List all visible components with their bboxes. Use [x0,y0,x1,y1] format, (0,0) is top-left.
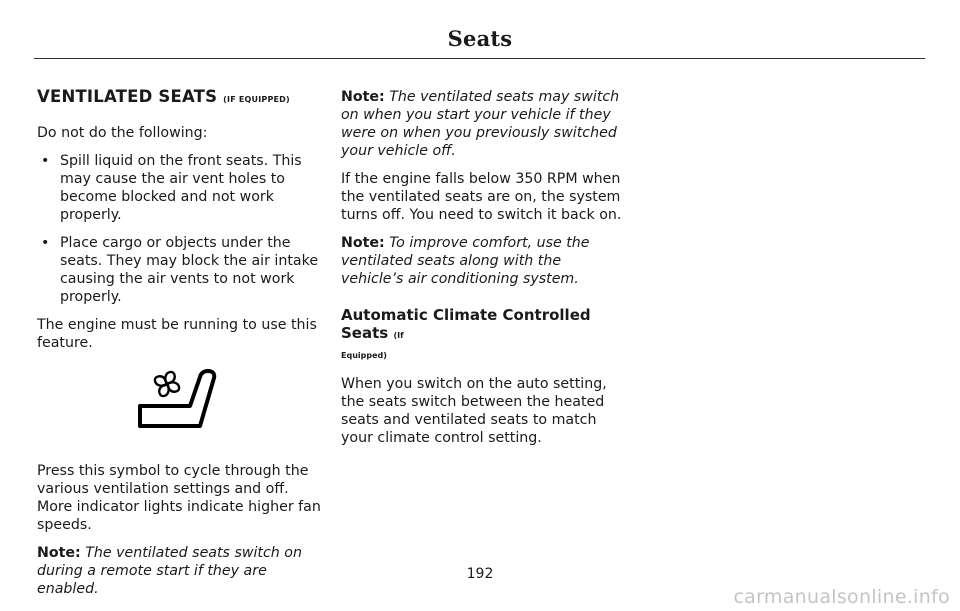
note-comfort [341,234,626,288]
subsection-heading [341,306,626,363]
section-heading-suffix: (IF EQUIPPED) [223,95,290,104]
header-divider [34,58,925,59]
rpm-text: If the engine falls below 350 RPM when the ventilated seats are on, the system turns off. You need to switch it back on. [341,171,622,223]
list-item-text: Place cargo or objects under the seats. They may block the air intake causing the air vents to not work properly. [60,235,319,305]
bullet-mark: • [41,235,50,251]
page-number: 192 [466,566,494,582]
subsection-heading-suffix-line2: Equipped) [341,351,387,360]
engine-requirement-text: The engine must be running to use this feature. [37,317,317,351]
section-heading-text: VENTILATED SEATS [37,87,218,106]
subsection-heading-suffix: (If [393,331,404,340]
note-text: The ventilated seats switch on during a remote start if they are enabled. [37,545,302,597]
ventilated-seat-icon [138,362,220,444]
left-column [37,88,322,608]
subsection-heading-text: Automatic Climate Controlled Seats [341,306,591,342]
intro-text: Do not do the following: [37,125,208,141]
list-item-text: Spill liquid on the front seats. This may cause the air vent holes to become blocked and not work properly. [60,153,302,223]
page-header-title: Seats [447,26,513,51]
warning-list [37,152,322,306]
note-label: Note: [37,545,81,561]
bullet-mark: • [41,153,50,169]
list-item [37,152,322,224]
note-switch-on [341,88,626,160]
list-item [37,234,322,306]
watermark: carmanualsonline.info [733,586,950,608]
note-label: Note: [341,89,385,105]
auto-setting-text: When you switch on the auto setting, the seats switch between the heated seats and ventilated seats to match your climate control setting. [341,376,607,446]
note-label: Note: [341,235,385,251]
section-heading [37,88,322,109]
note-text: The ventilated seats may switch on when you start your vehicle if they were on when you previously switched your vehicle off. [341,89,620,159]
seat-icon-container [37,362,322,446]
press-symbol-text: Press this symbol to cycle through the various ventilation settings and off. More indicator lights indicate higher fan speeds. [37,463,321,533]
right-column [341,88,626,457]
note-text: To improve comfort, use the ventilated seats along with the vehicle’s air conditioning system. [341,235,590,287]
